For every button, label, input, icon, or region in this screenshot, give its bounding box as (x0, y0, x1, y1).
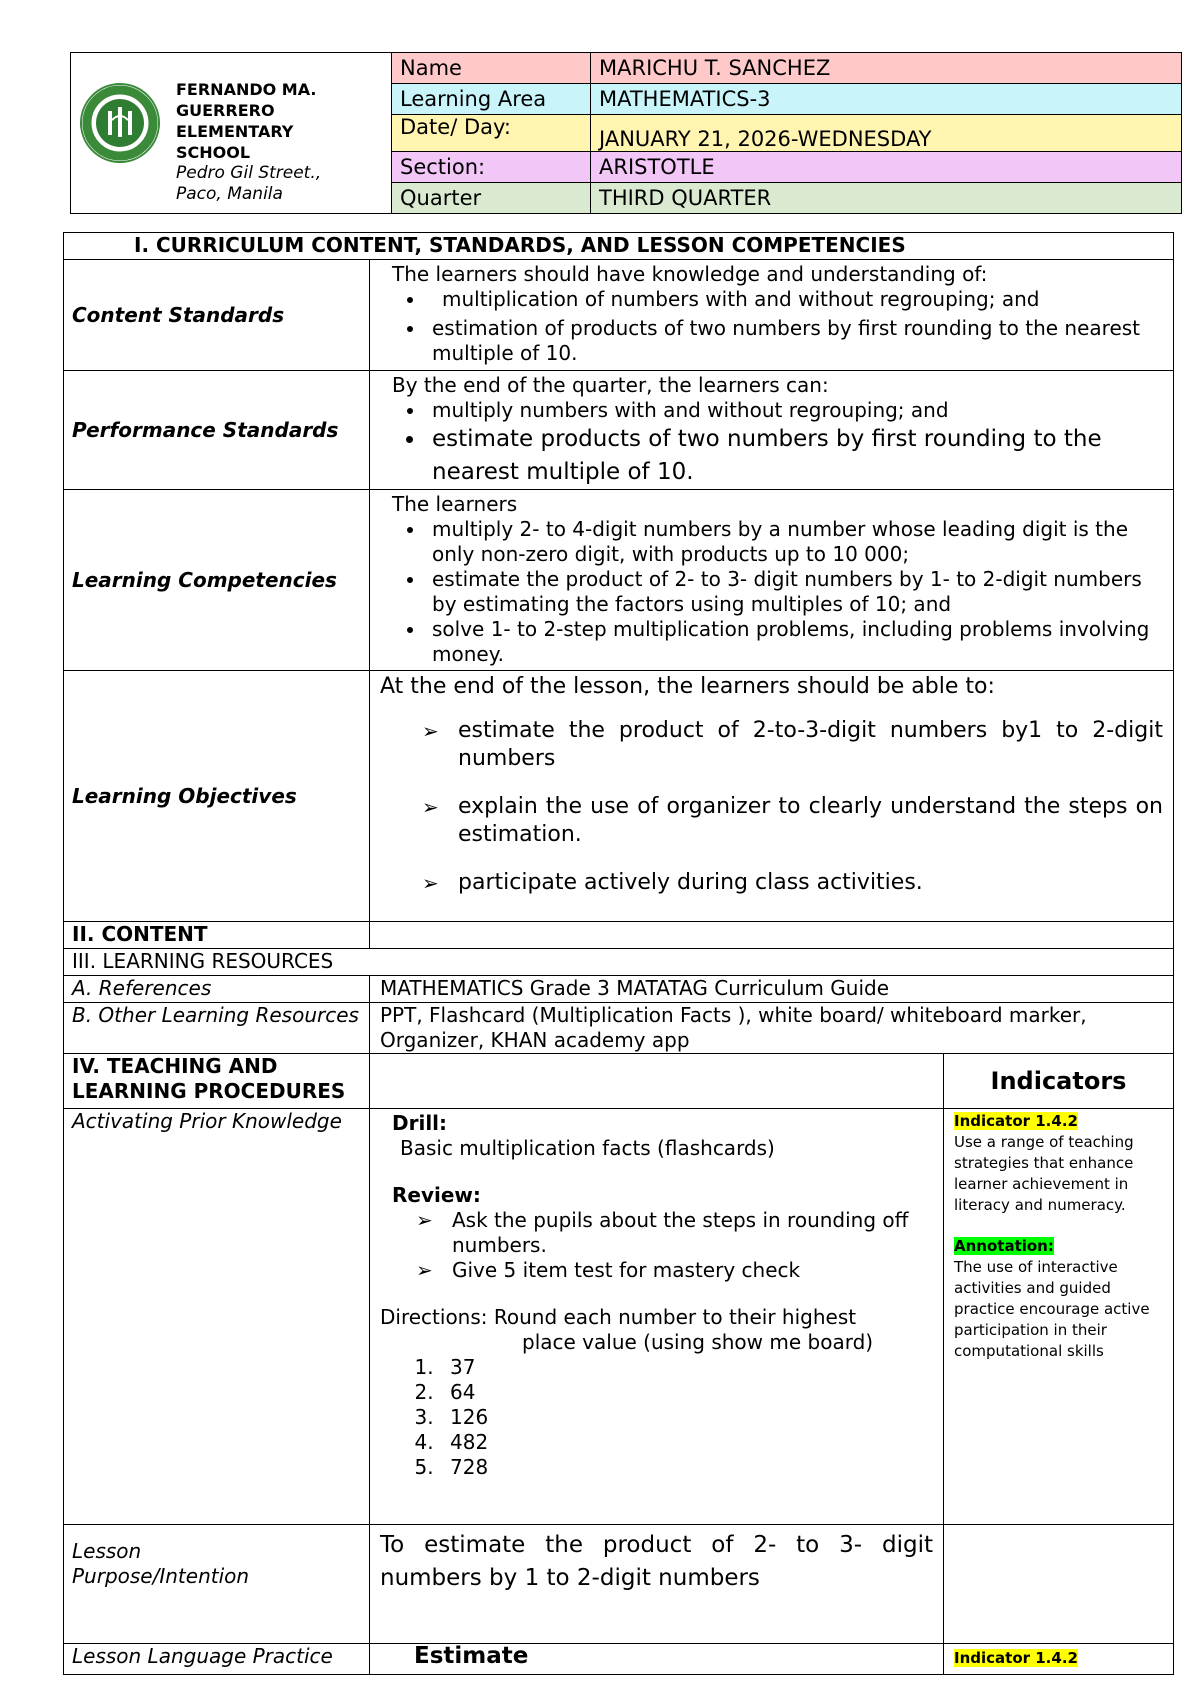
performance-standards-label: Performance Standards (64, 371, 370, 490)
learning-competency-item: • solve 1- to 2-step multiplication problems, including problems involving money. (426, 617, 1153, 667)
section-4-blank (370, 1054, 944, 1109)
school-name-line-4: SCHOOL (176, 143, 251, 162)
arrow-bullet-icon: ➢ (422, 871, 439, 895)
content-standard-item: • estimation of products of two numbers by first rounding to the nearest multiple of 10. (426, 316, 1165, 366)
review-item: ➢ Give 5 item test for mastery check (416, 1258, 801, 1282)
other-resources-value: PPT, Flashcard (Multiplication Facts ), white board/ whiteboard marker, Organizer, KHAN academy app (370, 1003, 1174, 1054)
directions-line-2: place value (using show me board) (522, 1330, 874, 1354)
arrow-bullet-icon: ➢ (422, 719, 439, 743)
header-table (70, 52, 1182, 214)
school-address-line-1: Pedro Gil Street., (176, 163, 322, 183)
section-2-content (370, 922, 1174, 949)
learning-competencies-cell (370, 490, 1174, 671)
performance-standard-item: • estimate products of two numbers by first rounding to the nearest multiple of 10. (426, 423, 1165, 489)
school-name-line-3: ELEMENTARY (176, 122, 294, 141)
content-standards-cell (370, 260, 1174, 371)
list-item: 1. 37 (440, 1355, 933, 1380)
quarter-value: THIRD QUARTER (591, 183, 1182, 214)
school-logo (79, 82, 161, 164)
section-value: ARISTOTLE (591, 152, 1182, 183)
indicators-header: Indicators (944, 1054, 1174, 1109)
performance-standards-intro: By the end of the quarter, the learners can: (392, 373, 829, 397)
performance-standard-item: • multiply numbers with and without regrouping; and (426, 398, 1165, 423)
review-item: ➢ Ask the pupils about the steps in rounding off numbers. (416, 1208, 909, 1257)
drill-text: Basic multiplication facts (flashcards) (400, 1136, 775, 1160)
name-value: MARICHU T. SANCHEZ (591, 53, 1182, 84)
learning-competency-item: • multiply 2- to 4-digit numbers by a number whose leading digit is the only non-zero digit, with products up to 10 000; (426, 517, 1153, 567)
lesson-purpose-label: Lesson Purpose/Intention (64, 1525, 370, 1644)
school-address-line-2: Paco, Manila (176, 184, 283, 202)
learning-competencies-intro: The learners (392, 492, 518, 516)
indicator-title: Indicator 1.4.2 (954, 1112, 1078, 1130)
content-standards-label: Content Standards (64, 260, 370, 371)
learning-competency-item: • estimate the product of 2- to 3- digit numbers by 1- to 2-digit numbers by estimating the factors using multiples of 10; and (426, 567, 1153, 617)
arrow-bullet-icon: ➢ (416, 1258, 433, 1282)
review-title: Review: (392, 1183, 481, 1207)
arrow-bullet-icon: ➢ (416, 1208, 433, 1232)
list-item: 2. 64 (440, 1380, 933, 1405)
date-label: Date/ Day: (392, 115, 591, 152)
rounding-numbers-list (380, 1355, 933, 1480)
performance-standards-cell (370, 371, 1174, 490)
language-practice-text: Estimate (370, 1644, 944, 1675)
learning-area-label: Learning Area (392, 84, 591, 115)
section-1-title: I. CURRICULUM CONTENT, STANDARDS, AND LESSON COMPETENCIES (64, 233, 1174, 260)
indicator-text: Use a range of teaching strategies that enhance learner achievement in literacy and numeracy. (954, 1133, 1134, 1214)
section-label: Section: (392, 152, 591, 183)
date-value: JANUARY 21, 2026-WEDNESDAY (591, 115, 1182, 152)
school-name-line-2: GUERRERO (176, 101, 275, 120)
prior-knowledge-cell (370, 1109, 944, 1525)
indicator-title: Indicator 1.4.2 (954, 1649, 1078, 1667)
lesson-plan-table (63, 232, 1174, 1675)
section-3-title: III. LEARNING RESOURCES (64, 949, 1174, 976)
learning-competencies-label: Learning Competencies (64, 490, 370, 671)
quarter-label: Quarter (392, 183, 591, 214)
learning-objectives-intro: At the end of the lesson, the learners should be able to: (380, 674, 995, 699)
school-info-cell (71, 53, 392, 214)
learning-objectives-label: Learning Objectives (64, 671, 370, 922)
learning-objective-item: ➢ estimate the product of 2-to-3-digit numbers by1 to 2-digit numbers (422, 718, 1163, 771)
name-label: Name (392, 53, 591, 84)
drill-title: Drill: (392, 1111, 448, 1135)
list-item: 3. 126 (440, 1405, 933, 1430)
annotation-title: Annotation: (954, 1237, 1054, 1255)
prior-knowledge-indicator-cell (944, 1109, 1174, 1525)
lesson-purpose-text: To estimate the product of 2- to 3- digit numbers by 1 to 2-digit numbers (370, 1525, 944, 1644)
learning-objective-item: ➢ participate actively during class activities. (422, 870, 923, 895)
list-item: 4. 482 (440, 1430, 933, 1455)
section-4-title: IV. TEACHING AND LEARNING PROCEDURES (64, 1054, 370, 1109)
content-standards-intro: The learners should have knowledge and understanding of: (392, 262, 988, 286)
arrow-bullet-icon: ➢ (422, 795, 439, 819)
school-name-line-1: FERNANDO MA. (176, 80, 317, 99)
list-item: 5. 728 (440, 1455, 933, 1480)
learning-objective-item: ➢ explain the use of organizer to clearly understand the steps on estimation. (422, 794, 1163, 847)
prior-knowledge-label: Activating Prior Knowledge (64, 1109, 370, 1525)
directions-line-1: Directions: Round each number to their highest (380, 1305, 857, 1329)
content-standard-item: • multiplication of numbers with and without regrouping; and (426, 287, 1165, 312)
annotation-text: The use of interactive activities and guided practice encourage active participation in their computational skills (954, 1258, 1150, 1360)
section-2-title: II. CONTENT (64, 922, 370, 949)
language-practice-label: Lesson Language Practice (64, 1644, 370, 1675)
references-value: MATHEMATICS Grade 3 MATATAG Curriculum Guide (370, 976, 1174, 1003)
lesson-purpose-indicator-cell (944, 1525, 1174, 1644)
learning-objectives-cell (370, 671, 1174, 922)
language-practice-indicator-cell (944, 1644, 1174, 1675)
learning-area-value: MATHEMATICS-3 (591, 84, 1182, 115)
other-resources-label: B. Other Learning Resources (64, 1003, 370, 1054)
references-label: A. References (64, 976, 370, 1003)
